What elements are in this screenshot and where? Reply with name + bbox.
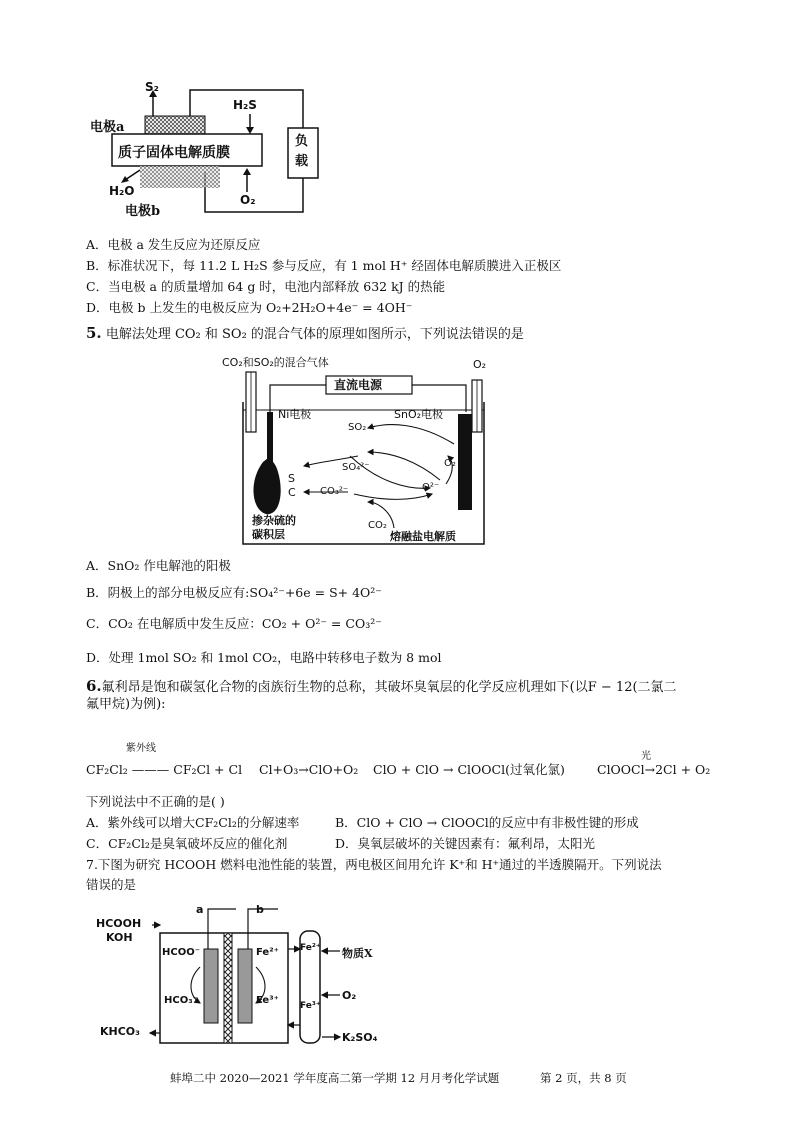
o2-cathode-label: O₂ xyxy=(444,458,456,469)
q5-stem xyxy=(86,325,524,343)
reaction-3: ClO + ClO → ClOOCl(过氧化氯) xyxy=(373,762,565,777)
light-label: 光 xyxy=(641,751,651,762)
q6-stem-line-2: 氟甲烷)为例): xyxy=(86,697,166,712)
electrode-b-label: 电极b xyxy=(125,204,161,219)
q6-option-d: D．臭氧层破坏的关键因素有：氟利昂，太阳光 xyxy=(335,836,596,851)
q5-stem-text: 电解法处理 CO₂ 和 SO₂ 的混合气体的原理如图所示，下列说法错误的是 xyxy=(105,327,524,342)
reaction-4: ClOOCl→2Cl + O₂ xyxy=(597,762,711,777)
hcooh-label: HCOOH xyxy=(96,917,142,930)
co2-label: CO₂ xyxy=(368,520,387,531)
reaction-2: Cl+O₃→ClO+O₂ xyxy=(259,762,359,777)
so4-ion-label: SO₄²⁻ xyxy=(342,462,370,473)
q5-option-a: A．SnO₂ 作电解池的阳极 xyxy=(86,558,231,573)
q6-option-b: B．ClO + ClO → ClOOCl的反应中有非极性键的形成 xyxy=(335,815,639,830)
sno2-electrode-label: SnO₂电极 xyxy=(394,408,444,421)
h2s-label: H₂S xyxy=(233,98,257,112)
fe3-left-label: Fe³⁺ xyxy=(256,995,279,1006)
q5-option-d: D．处理 1mol SO₂ 和 1mol CO₂，电路中转移电子数为 8 mol xyxy=(86,650,442,665)
q6-stem-text-1: 氟利昂是饱和碳氢化合物的卤族衍生物的总称，其破坏臭氧层的化学反应机理如下(以F − 12(二氯二 xyxy=(101,680,677,695)
fe2-left-label: Fe²⁺ xyxy=(256,947,279,958)
q5-number: 5. xyxy=(86,324,102,342)
figure-fuel-cell-h2s xyxy=(85,80,325,218)
footer-page-number: 第 2 页，共 8 页 xyxy=(540,1071,627,1085)
carbon-layer-label-1: 掺杂硫的 xyxy=(252,514,296,527)
q7-stem-line-1: 7.下图为研究 HCOOH 燃料电池性能的装置，两电极区间用允许 K⁺和 H⁺通过的半透膜隔开。下列说法 xyxy=(86,857,662,872)
electrode-a-label-fig3: a xyxy=(196,903,204,916)
q7-stem-line-2: 错误的是 xyxy=(86,877,137,892)
hco3-label: HCO₃⁻ xyxy=(164,995,198,1006)
load-label: 负载 xyxy=(295,134,309,169)
electrode-a-label: 电极a xyxy=(90,120,125,135)
s2-label: S₂ xyxy=(145,80,159,94)
co3-ion-label: CO₃²⁻ xyxy=(320,486,349,497)
so2-label: SO₂ xyxy=(348,422,367,433)
k2so4-label: K₂SO₄ xyxy=(342,1031,378,1044)
carbon-layer-label-2: 碳积层 xyxy=(252,528,285,541)
q4-option-a: A．电极 a 发生反应为还原反应 xyxy=(86,237,261,252)
koh-label: KOH xyxy=(106,931,133,944)
electrode-b-label-fig3: b xyxy=(256,903,264,916)
q5-option-c: C．CO₂ 在电解质中发生反应：CO₂ + O²⁻ = CO₃²⁻ xyxy=(86,616,382,631)
o2-label: O₂ xyxy=(240,193,256,207)
fe2-right-label: Fe²⁺ xyxy=(300,943,321,953)
q6-option-a: A．紫外线可以增大CF₂Cl₂的分解速率 xyxy=(86,815,300,830)
q6-option-c: C．CF₂Cl₂是臭氧破坏反应的催化剂 xyxy=(86,836,288,851)
khco3-label: KHCO₃ xyxy=(100,1025,140,1038)
footer-title: 蚌埠二中 2020—2021 学年度高二第一学期 12 月月考化学试题 xyxy=(170,1071,500,1085)
h2o-label: H₂O xyxy=(109,184,135,198)
reaction-1: CF₂Cl₂ ——— CF₂Cl + Cl xyxy=(86,762,243,777)
o2-outlet-label: O₂ xyxy=(473,358,487,371)
molten-salt-label: 熔融盐电解质 xyxy=(390,530,456,543)
uv-label: 紫外线 xyxy=(126,743,156,754)
ni-electrode-label: Ni电极 xyxy=(278,408,312,421)
q5-option-b: B．阴极上的部分电极反应有:SO₄²⁻+6e = S+ 4O²⁻ xyxy=(86,585,382,600)
c-label: C xyxy=(288,486,296,499)
q6-number: 6. xyxy=(86,677,102,695)
substance-x-label: 物质X xyxy=(342,947,373,960)
o2-ion-label: O²⁻ xyxy=(422,482,440,493)
q4-option-b: B．标准状况下，每 11.2 L H₂S 参与反应，有 1 mol H⁺ 经固体电解质膜进入正极区 xyxy=(86,258,562,273)
o2-label-fig3: O₂ xyxy=(342,989,357,1002)
dc-power-label: 直流电源 xyxy=(334,378,383,392)
figure-electrolysis xyxy=(218,352,494,548)
hcoo-label: HCOO⁻ xyxy=(162,947,200,958)
q6-ask: 下列说法中不正确的是( ) xyxy=(86,794,225,809)
figure-hcooh-fuel-cell xyxy=(96,903,396,1047)
gas-inlet-label: CO₂和SO₂的混合气体 xyxy=(222,356,329,369)
q4-option-c: C．当电极 a 的质量增加 64 g 时，电池内部释放 632 kJ 的热能 xyxy=(86,279,446,294)
membrane-label: 质子固体电解质膜 xyxy=(118,145,230,161)
q6-stem-line-1 xyxy=(86,678,677,696)
fe3-right-label: Fe³⁺ xyxy=(300,1001,321,1011)
s-label: S xyxy=(288,472,295,485)
q4-option-d: D．电极 b 上发生的电极反应为 O₂+2H₂O+4e⁻ = 4OH⁻ xyxy=(86,300,413,315)
